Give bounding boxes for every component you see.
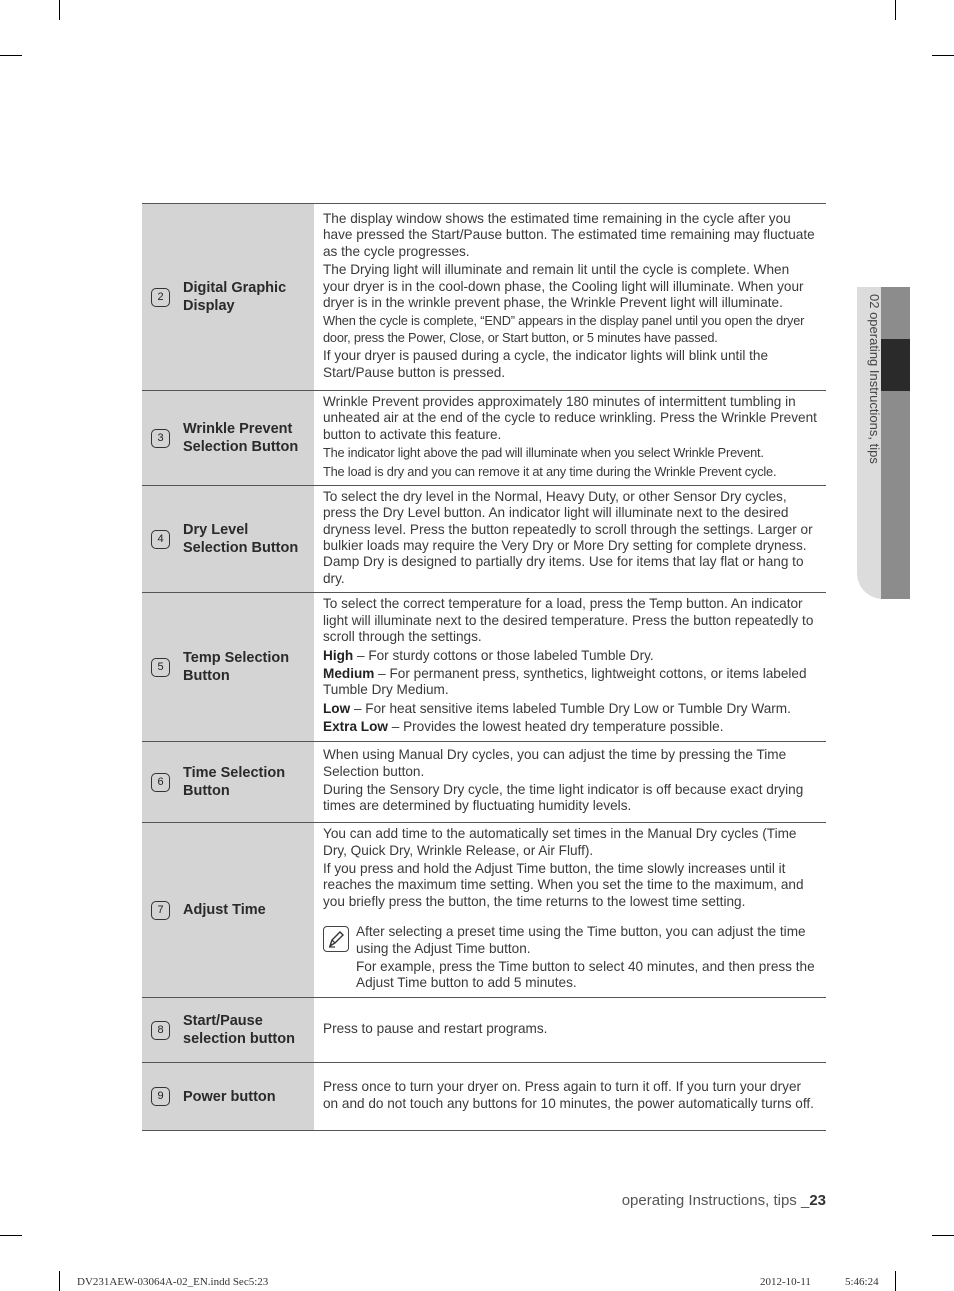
feature-description-cell bbox=[314, 486, 826, 592]
feature-name: Digital Graphic Display bbox=[183, 280, 287, 314]
feature-label-cell bbox=[142, 391, 314, 485]
feature-table bbox=[142, 203, 826, 1131]
feature-description-cell bbox=[314, 1063, 826, 1130]
table-row bbox=[142, 390, 826, 485]
slug-date: 2012-10-11 bbox=[760, 1276, 811, 1288]
table-row bbox=[142, 592, 826, 741]
feature-name: Time Selection Button bbox=[183, 765, 286, 799]
feature-name: Dry Level Selection Button bbox=[183, 522, 299, 556]
paragraph-text: – For permanent press, synthetics, lightweight cottons, or items labeled Tumble Dry Medium. bbox=[323, 666, 807, 698]
crop-mark bbox=[895, 1271, 896, 1291]
paragraph-text: You can add time to the automatically set times in the Manual Dry cycles (Time Dry, Quick Dry, Wrinkle Release, or Air Fluff). bbox=[323, 826, 797, 858]
note-line: For example, press the Time button to select 40 minutes, and then press the Adjust Time button to add 5 minutes. bbox=[356, 959, 815, 991]
page-footer bbox=[622, 1192, 826, 1209]
note-line: After selecting a preset time using the Time button, you can adjust the time using the Adjust Time button. bbox=[356, 924, 806, 956]
item-number-badge: 4 bbox=[151, 530, 170, 549]
table-row bbox=[142, 1062, 826, 1131]
description-paragraph bbox=[323, 489, 818, 587]
table-row bbox=[142, 485, 826, 592]
paragraph-text: To select the dry level in the Normal, Heavy Duty, or other Sensor Dry cycles, press the Dry Level button. An indicator light will illuminate next to the desired dryness level. Press the button repeatedly to scroll through the settings. Larger or bulkier loads may require the Very Dry or More Dry setting for complete dryness. Damp Dry is designed to partially dry items. Use for items that lay flat or hang to dry. bbox=[323, 488, 813, 586]
feature-label-cell bbox=[142, 823, 314, 997]
setting-name: Low bbox=[323, 700, 351, 716]
paragraph-text: The load is dry and you can remove it at any time during the Wrinkle Prevent cycle. bbox=[323, 463, 777, 479]
crop-mark bbox=[0, 1235, 22, 1236]
description-paragraph bbox=[323, 861, 818, 910]
paragraph-text: The display window shows the estimated time remaining in the cycle after you have pressed the Start/Pause button. The estimated time remaining may fluctuate as the cycle progresses. bbox=[323, 210, 815, 259]
description-paragraph bbox=[323, 666, 818, 699]
feature-name: Power button bbox=[183, 1088, 276, 1105]
feature-label-cell bbox=[142, 593, 314, 741]
crop-mark bbox=[59, 0, 60, 20]
feature-label-cell bbox=[142, 486, 314, 592]
description-paragraph bbox=[323, 464, 818, 480]
crop-mark bbox=[895, 0, 896, 20]
note-box bbox=[323, 924, 818, 994]
crop-mark bbox=[932, 55, 954, 56]
paragraph-text: If your dryer is paused during a cycle, the indicator lights will blink until the Start/Pause button is pressed. bbox=[323, 348, 769, 380]
paragraph-text: During the Sensory Dry cycle, the time light indicator is off because exact drying times are determined by fluctuating humidity levels. bbox=[323, 782, 804, 814]
paragraph-text: – For sturdy cottons or those labeled Tumble Dry. bbox=[353, 647, 654, 663]
paragraph-text: When using Manual Dry cycles, you can adjust the time by pressing the Time Selection button. bbox=[323, 747, 787, 779]
item-number-badge: 6 bbox=[151, 773, 170, 792]
table-row bbox=[142, 741, 826, 822]
paragraph-text: Press to pause and restart programs. bbox=[323, 1020, 548, 1036]
description-paragraph bbox=[323, 782, 818, 815]
feature-description-cell bbox=[314, 823, 826, 997]
crop-mark bbox=[59, 1271, 60, 1291]
page-number: 23 bbox=[809, 1192, 826, 1209]
feature-description-cell bbox=[314, 742, 826, 822]
table-row bbox=[142, 203, 826, 390]
description-paragraph bbox=[323, 1021, 818, 1037]
paragraph-text: – For heat sensitive items labeled Tumble Dry Low or Tumble Dry Warm. bbox=[350, 700, 791, 716]
feature-description-cell bbox=[314, 391, 826, 485]
paragraph-text: The indicator light above the pad will illuminate when you select Wrinkle Prevent. bbox=[323, 445, 764, 461]
chapter-tab-strip bbox=[881, 287, 910, 599]
description-paragraph bbox=[323, 394, 818, 443]
paragraph-text: Press once to turn your dryer on. Press again to turn it off. If you turn your dryer on and do not touch any buttons for 10 minutes, the power automatically turns off. bbox=[323, 1079, 814, 1111]
paragraph-text: Wrinkle Prevent provides approximately 180 minutes of intermittent tumbling in unheated air at the end of the cycle to reduce wrinkling. Press the Wrinkle Prevent button to activate this feature. bbox=[323, 393, 817, 442]
feature-description-cell bbox=[314, 204, 826, 390]
item-number-badge: 2 bbox=[151, 288, 170, 307]
setting-name: Medium bbox=[323, 666, 375, 681]
feature-name: Start/Pause selection button bbox=[183, 1013, 295, 1047]
paragraph-text: The Drying light will illuminate and remain lit until the cycle is complete. When your dryer is in the cool-down phase, the Cooling light will illuminate. When your dryer is in the wrinkle prevent phase, the Wrinkle Prevent light will illuminate. bbox=[323, 262, 804, 310]
feature-description-cell bbox=[314, 998, 826, 1062]
description-paragraph bbox=[323, 313, 818, 346]
feature-name: Adjust Time bbox=[183, 902, 266, 918]
item-number-badge: 7 bbox=[151, 901, 170, 920]
item-number-badge: 5 bbox=[151, 658, 170, 677]
footer-section: operating Instructions, tips _ bbox=[621, 1192, 810, 1209]
crop-mark bbox=[932, 1235, 954, 1236]
description-paragraph bbox=[323, 1079, 818, 1112]
description-paragraph bbox=[323, 262, 818, 311]
paragraph-text: If you press and hold the Adjust Time button, the time slowly increases until it reaches the maximum time setting. When you set the time to the maximum, and you briefly press the button, the time returns to the lowest time setting. bbox=[323, 860, 804, 909]
chapter-tab-label: 02 operating Instructions, tips bbox=[867, 294, 882, 464]
note-pencil-icon bbox=[323, 926, 349, 952]
table-row bbox=[142, 822, 826, 997]
description-paragraph bbox=[323, 596, 818, 645]
slug-file: DV231AEW-03064A-02_EN.indd Sec5:23 bbox=[77, 1276, 269, 1288]
item-number-badge: 8 bbox=[151, 1021, 170, 1040]
feature-label-cell bbox=[142, 204, 314, 390]
feature-name: Wrinkle Prevent Selection Button bbox=[183, 421, 299, 455]
item-number-badge: 9 bbox=[151, 1087, 170, 1106]
paragraph-text: To select the correct temperature for a load, press the Temp button. An indicator light will illuminate next to the desired temperature. Press the button repeatedly to scroll through the settings. bbox=[323, 596, 814, 645]
feature-name: Temp Selection Button bbox=[183, 650, 290, 684]
description-paragraph bbox=[323, 445, 818, 461]
paragraph-text: When the cycle is complete, “END” appears in the display panel until you open the dryer door, press the Power, Close, or Start button, or 5 minutes have passed. bbox=[323, 313, 805, 345]
description-paragraph bbox=[323, 826, 818, 859]
description-paragraph bbox=[323, 648, 818, 664]
paragraph-text: – Provides the lowest heated dry temperature possible. bbox=[387, 719, 724, 735]
slug-time: 5:46:24 bbox=[845, 1276, 879, 1288]
description-paragraph bbox=[323, 719, 818, 735]
item-number-badge: 3 bbox=[151, 429, 170, 448]
feature-label-cell bbox=[142, 1063, 314, 1130]
feature-description-cell bbox=[314, 593, 826, 741]
description-paragraph bbox=[323, 211, 818, 260]
crop-mark bbox=[0, 55, 22, 56]
feature-label-cell bbox=[142, 742, 314, 822]
chapter-tab-marker bbox=[881, 339, 910, 391]
description-paragraph bbox=[323, 747, 818, 780]
setting-name: Extra Low bbox=[323, 719, 388, 735]
description-paragraph bbox=[323, 701, 818, 717]
table-row bbox=[142, 997, 826, 1062]
note-text bbox=[356, 924, 818, 994]
description-paragraph bbox=[323, 348, 818, 381]
setting-name: High bbox=[323, 647, 354, 663]
feature-label-cell bbox=[142, 998, 314, 1062]
